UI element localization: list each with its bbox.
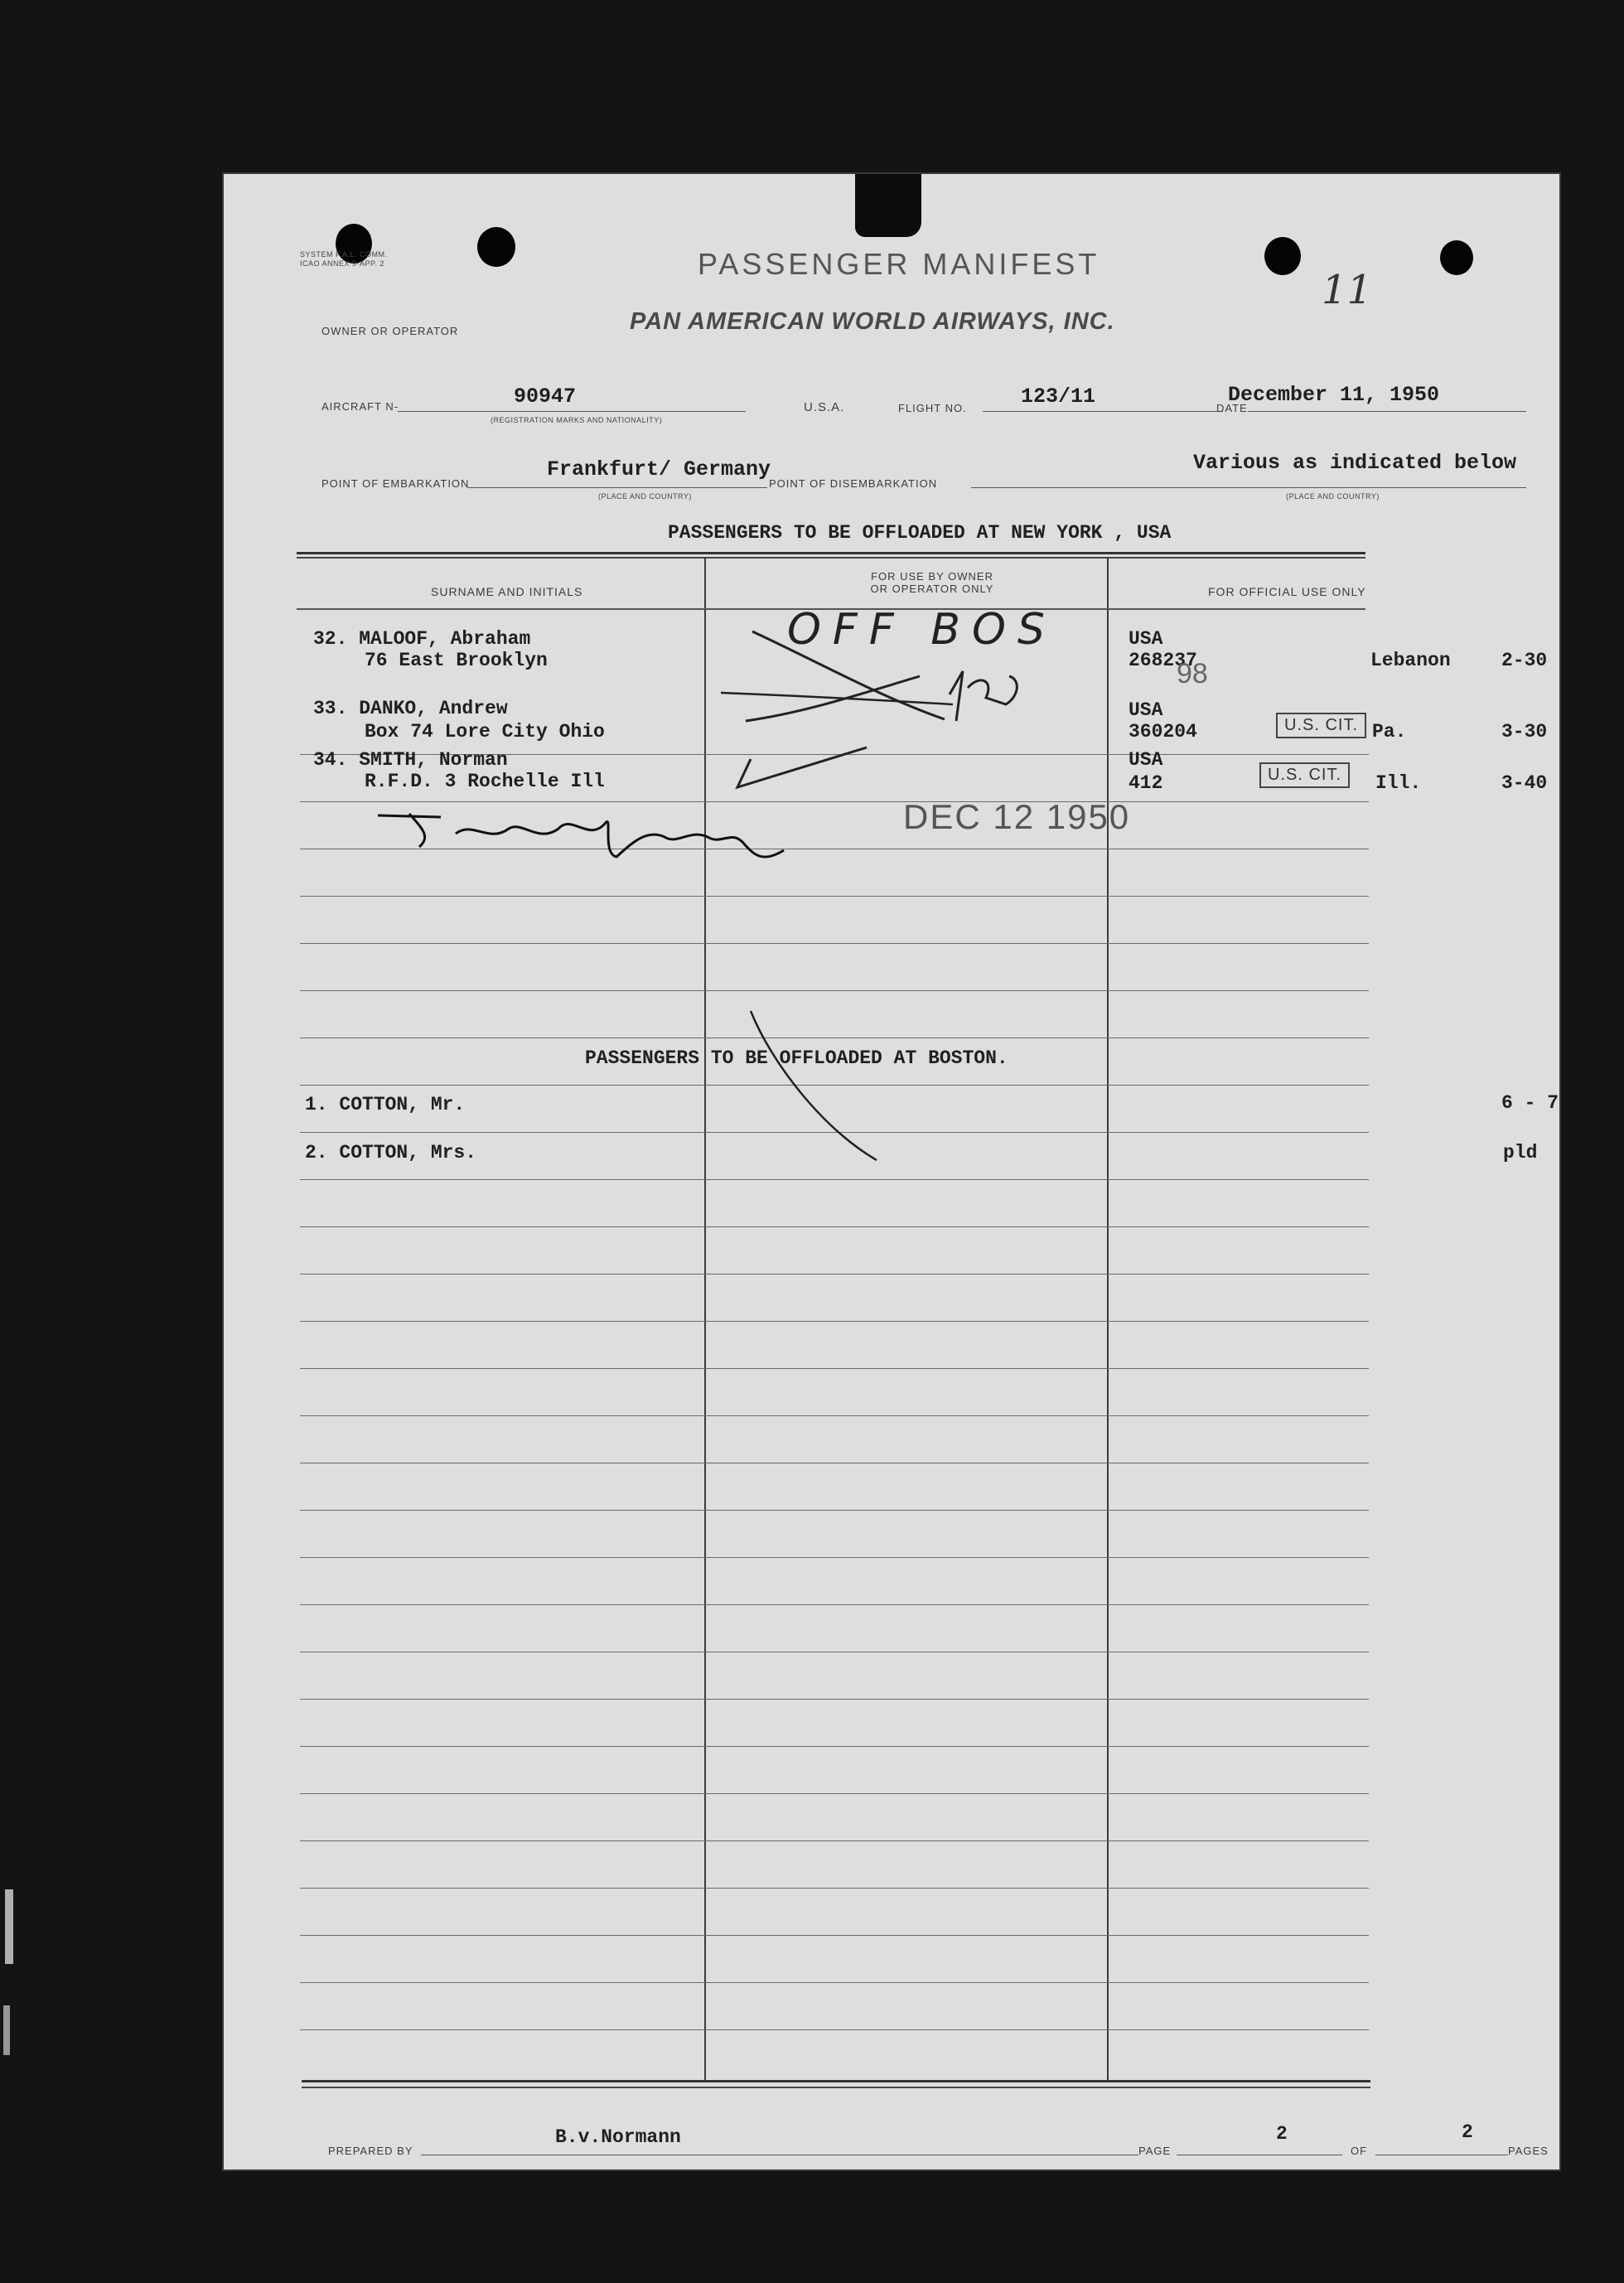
embark-sub: (PLACE AND COUNTRY) — [598, 492, 692, 501]
passenger-34-nat: USA — [1129, 749, 1163, 771]
bos-heading: PASSENGERS TO BE OFFLOADED AT BOSTON. — [585, 1047, 1008, 1069]
scan-speck — [5, 1889, 13, 1964]
manifest-sheet — [224, 174, 1559, 2169]
table-bottom-rule2 — [302, 2087, 1370, 2088]
passenger-34-address: R.F.D. 3 Rochelle Ill — [365, 771, 605, 792]
bos-passenger-1-code: 6 - 7 — [1501, 1092, 1559, 1114]
us-cit-stamp: U.S. CIT. — [1259, 762, 1350, 788]
passenger-32-nat: USA — [1129, 628, 1163, 650]
col-header-owner: FOR USE BY OWNER OR OPERATOR ONLY — [870, 570, 994, 595]
owner-label: OWNER OR OPERATOR — [321, 325, 459, 337]
check-stroke — [737, 747, 867, 787]
passenger-32-num: 268237 — [1129, 650, 1197, 671]
disembark-label: POINT OF DISEMBARKATION — [769, 477, 938, 490]
us-cit-stamp: U.S. CIT. — [1276, 713, 1366, 738]
col-header-surname: SURNAME AND INITIALS — [431, 585, 583, 598]
disembark-sub: (PLACE AND COUNTRY) — [1286, 492, 1380, 501]
date-stamp: DEC 12 1950 — [903, 797, 1131, 836]
form-title: PASSENGER MANIFEST — [698, 247, 1100, 281]
bos-passenger-2-name: 2. COTTON, Mrs. — [305, 1142, 477, 1163]
passenger-33-name: 33. DANKO, Andrew — [313, 698, 508, 719]
page-value: 2 — [1276, 2123, 1288, 2145]
initials-stroke — [950, 671, 1017, 721]
passenger-33-num: 360204 — [1129, 721, 1197, 742]
pages-label: PAGES — [1508, 2145, 1549, 2157]
ny-heading: PASSENGERS TO BE OFFLOADED AT NEW YORK , USA — [668, 522, 1172, 544]
aircraft-value: 90947 — [514, 385, 577, 409]
embark-label: POINT OF EMBARKATION — [321, 477, 470, 490]
passenger-32-address: 76 East Brooklyn — [365, 650, 548, 671]
passenger-34-name: 34. SMITH, Norman — [313, 749, 508, 771]
passenger-32-code: 2-30 — [1501, 650, 1548, 671]
prepared-label: PREPARED BY — [328, 2145, 413, 2157]
passenger-32-extra: 98 — [1177, 658, 1208, 689]
aircraft-sub: (REGISTRATION MARKS AND NATIONALITY) — [491, 416, 663, 424]
flight-value: 123/11 — [1021, 385, 1096, 409]
flight-label: FLIGHT NO. — [898, 402, 967, 414]
prepared-value: B.v.Normann — [555, 2126, 681, 2148]
passenger-34-code: 3-40 — [1501, 772, 1548, 794]
scan-speck — [3, 2005, 10, 2055]
pen-marks — [224, 174, 1559, 2169]
passenger-34-state: Ill. — [1375, 772, 1422, 794]
cross-out-stroke — [721, 693, 953, 704]
owner-value: PAN AMERICAN WORLD AIRWAYS, INC. — [630, 308, 1115, 335]
date-label: DATE — [1216, 402, 1248, 414]
aircraft-label: AIRCRAFT N- — [321, 400, 399, 413]
signature-stroke — [378, 814, 784, 857]
handwritten-off-bos: OFF BOS — [787, 605, 1056, 655]
sheet-mark: 11 — [1322, 267, 1373, 313]
system-note: SYSTEM F.A.L. COMM. ICAO ANNEX 9-APP. 2 — [300, 250, 388, 268]
page-label: PAGE — [1138, 2145, 1172, 2157]
bos-passenger-2-code: pld — [1503, 1142, 1538, 1163]
boston-cross-stroke — [751, 1011, 877, 1160]
passenger-33-address: Box 74 Lore City Ohio — [365, 721, 605, 742]
col-header-official: FOR OFFICIAL USE ONLY — [1208, 585, 1366, 598]
bos-passenger-1-name: 1. COTTON, Mr. — [305, 1094, 466, 1115]
passenger-32-name: 32. MALOOF, Abraham — [313, 628, 531, 650]
embark-value: Frankfurt/ Germany — [547, 457, 771, 481]
passenger-33-code: 3-30 — [1501, 721, 1548, 742]
country-label: U.S.A. — [804, 400, 845, 414]
passenger-33-nat: USA — [1129, 699, 1163, 721]
of-label: OF — [1351, 2145, 1368, 2157]
cross-out-stroke — [752, 631, 945, 719]
passenger-34-num: 412 — [1129, 772, 1163, 794]
passenger-32-country: Lebanon — [1370, 650, 1451, 671]
disembark-value: Various as indicated below — [1193, 451, 1517, 475]
pages-value: 2 — [1462, 2121, 1473, 2143]
date-value: December 11, 1950 — [1228, 383, 1440, 407]
table-bottom-rule — [302, 2080, 1370, 2082]
passenger-33-state: Pa. — [1372, 721, 1407, 742]
